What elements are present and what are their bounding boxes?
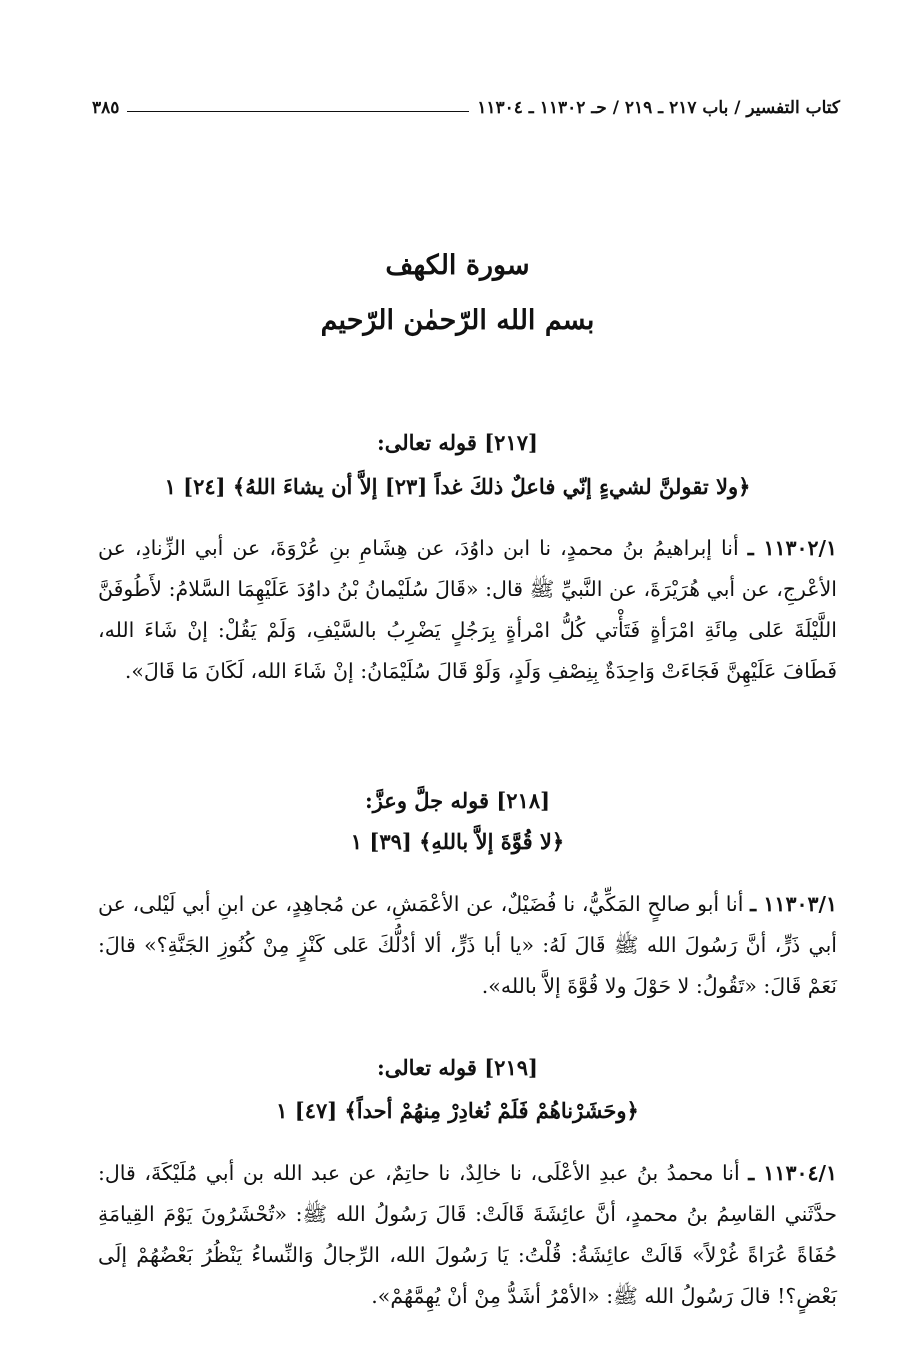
hadith-text: أنا أبو صالحٍ المَكِّيُّ، نا فُضَيْلٌ، عن الأعْمَشِ، عن مُجاهِدٍ، عن ابنِ أبي لَيْلى، عن أبي ذَرٍّ، أنَّ رَسُولَ الله ﷺ قَالَ لَهُ: «يا أبا ذَرٍّ، ألا أدُلُّكَ عَلى كَنْزٍ مِنْ كُنُوزِ الجَنَّةِ؟» قالَ: نَعَمْ قَالَ: «تَقُولُ: لا حَوْلَ ولا قُوَّةَ إلاَّ بالله». [98, 892, 837, 998]
hadith-entry [98, 1153, 837, 1317]
quran-verse: ﴿لا قُوَّةَ إلاَّ باللهِ﴾ [٣٩] ١ [350, 829, 565, 854]
hadith-text: أنا إبراهيمُ بنُ محمدٍ، نا ابن داوُدَ، عن هِشَامِ بنِ عُرْوَةَ، عن أبي الزِّنادِ، عن الأعْرجِ، عن أبي هُرَيْرَةَ، عن النَّبيِّ ﷺ قال: «قَالَ سُلَيْمانُ بْنُ داوُدَ عَلَيْهِمَا السَّلامُ: لأَطُوفَنَّ اللَّيْلَةَ عَلى مِائَةِ امْرَأةٍ فَتَأْتي كُلُّ امْرأةٍ بِرَجُلٍ يَضْرِبُ بالسَّيْفِ، وَلَمْ يَقُلْ: إنْ شَاءَ الله، فَطَافَ عَلَيْهِنَّ فَجَاءَتْ وَاحِدَةٌ بِنِصْفِ وَلَدٍ، وَلَوْ قَالَ سُلَيْمَانُ: إنْ شَاءَ الله، لَكَانَ مَا قَالَ». [98, 536, 837, 683]
hadith-number: ١١٣٠٤/١ ـ [748, 1161, 837, 1185]
hadith-number: ١١٣٠٣/١ ـ [750, 892, 837, 916]
quran-verse: ﴿ولا تقولنَّ لشيءٍ إنّي فاعلٌ ذلكَ غداً [٢٣] إلاَّ أن يشاءَ اللهُ﴾ [٢٤] ١ [164, 474, 751, 499]
section-heading: [٢١٧] قوله تعالى: [377, 430, 538, 455]
hadith-text: أنا محمدُ بنُ عبدِ الأعْلَى، نا خالِدٌ، نا حاتِمٌ، عن عبد الله بن أبي مُلَيْكَةَ، قال: حدَّثَني القاسِمُ بنُ محمدٍ، أنَّ عائِشَةَ قَالَتْ: قَالَ رَسُولُ الله ﷺ: «تُحْشَرُونَ يَوْمَ القِيامَةِ حُفَاةً عُرَاةً غُرْلاً» قَالَتْ عائِشَةُ: قُلْتُ: يَا رَسُولَ الله، الرِّجالُ وَالنِّساءُ يَنْظُرُ بَعْضُهُمْ إلَى بَعْضٍ؟! قالَ رَسُولُ الله ﷺ: «الأمْرُ أشَدُّ مِنْ أنْ يُهِمَّهُمْ». [98, 1161, 837, 1308]
hadith-entry [98, 884, 837, 1007]
header-rule [127, 111, 469, 112]
surah-title: سورة الكهف [385, 250, 530, 281]
basmala: بسم الله الرّحمٰن الرّحيم [320, 305, 595, 336]
section-heading: [٢١٨] قوله جلَّ وعزَّ: [364, 788, 551, 813]
hadith-entry [98, 528, 837, 692]
section-heading: [٢١٩] قوله تعالى: [377, 1055, 538, 1080]
running-title: كتاب التفسير / باب ٢١٧ ـ ٢١٩ / حـ ١١٣٠٢ ـ ١١٣٠٤ [477, 98, 840, 118]
quran-verse: ﴿وحَشَرْناهُمْ فَلَمْ نُغادِرْ مِنهُمْ أحداً﴾ [٤٧] ١ [276, 1098, 639, 1123]
page-number: ٣٨٥ [92, 98, 120, 118]
hadith-number: ١١٣٠٢/١ ـ [747, 536, 837, 560]
running-header [92, 88, 840, 118]
